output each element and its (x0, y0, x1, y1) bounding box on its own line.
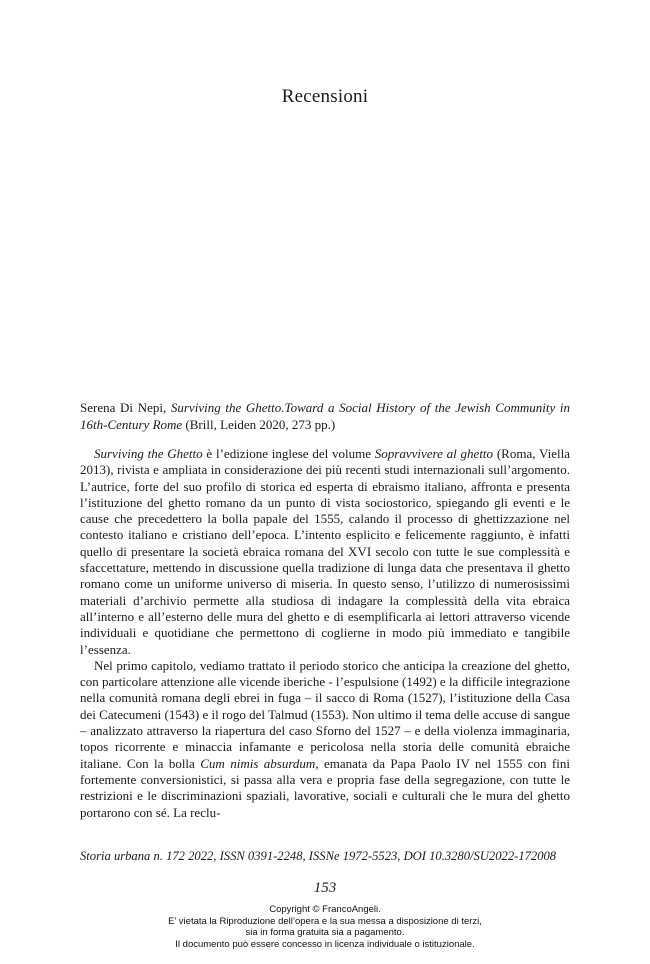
citation-author: Serena Di Nepi, (80, 400, 171, 415)
copyright-line: Il documento può essere concesso in licenza individuale o istituzionale. (175, 938, 475, 950)
page-number: 153 (313, 880, 337, 896)
paragraph-2-text-a: Nel primo capitolo, vediamo trattato il periodo storico che anticipa la creazione del ghetto, con particolare attenzione alle vicende iberiche - l’espulsione (1492) e la difficile integrazione nella comunità romana degli ebrei in fuga – il sacco di Roma (1527), l’istituzione della Casa dei Catecumeni (1543) e il rogo del Talmud (1553). Non ultimo il tema delle accuse di sangue – analizzato attraverso la riapertura del caso Sforno del 1527 – e della violenza immaginaria, topos ricorrente e minaccia infamante e pericolosa nella storia delle comunità ebraiche italiane. Con la bolla (80, 657, 570, 771)
copyright-line: sia in forma gratuita sia a pagamento. (245, 927, 405, 939)
paragraph-1 (80, 446, 570, 658)
journal-reference: Storia urbana n. 172 2022, ISSN 0391-2248, ISSNe 1972-5523, DOI 10.3280/SU2022-172008 (80, 849, 557, 863)
bull-title: Cum nimis absurdum, (200, 755, 319, 771)
paragraph-1-text-a: è l’edizione inglese del volume (202, 446, 375, 461)
citation-book-title: Surviving the Ghetto.Toward a Social History of the Jewish Community in 16th-Century Rome (80, 400, 571, 432)
book-citation (80, 400, 570, 433)
book-title-it: Sopravvivere al ghetto (374, 446, 494, 461)
copyright-line: Copyright © FrancoAngeli. (269, 904, 381, 915)
paragraph-1-text-b: (Roma, Viella 2013), rivista e ampliata in considerazione dei più recenti studi internazionali sull’argomento. L’autrice, forte del suo profilo di storica ed esperta di ebraismo italiano, affronta e presenta l’istituzione del ghetto romano da un punto di vista sociostorico, spiegando gli eventi e le cause che precedettero la bolla papale del 1555, calando il processo di ghettizzazione nel contesto italiano e cristiano dell’epoca. L’intento esplicito e felicemente raggiunto, è infatti quello di presentare la società ebraica romana del XVI secolo con tutte le sue complessità e sfaccettature, mettendo in discussione quella tradizione di lunga data che presentava il ghetto romano come un uniforme universo di miseria. In questo senso, l’utilizzo di numerosissimi materiali d’archivio permette alla studiosa di indagare la complessità della vita ebraica all’interno e all’esterno delle mura del ghetto e di esemplificarla ai lettori attraverso vicende individuali e quotidiane che permettono di coglierne in modo più immediato e tangibile l’essenza. (80, 446, 570, 657)
paragraph-2-text-b: emanata da Papa Paolo IV nel 1555 con fini fortemente conversionistici, si passa alla vera e propria fase della segregazione, con tutte le restrizioni e le discriminazioni spaziali, lavorative, sociali e culturali che le mura del ghetto portarono con sé. La reclu- (80, 755, 570, 820)
section-title: Recensioni (281, 86, 369, 107)
review-body (80, 446, 570, 821)
book-title-en: Surviving the Ghetto (94, 446, 203, 461)
paragraph-2 (80, 658, 570, 821)
citation-publisher: (Brill, Leiden 2020, 273 pp.) (182, 416, 336, 432)
copyright-notice (0, 904, 650, 950)
copyright-line: E’ vietata la Riproduzione dell’opera e la sua messa a disposizione di terzi, (168, 915, 482, 927)
